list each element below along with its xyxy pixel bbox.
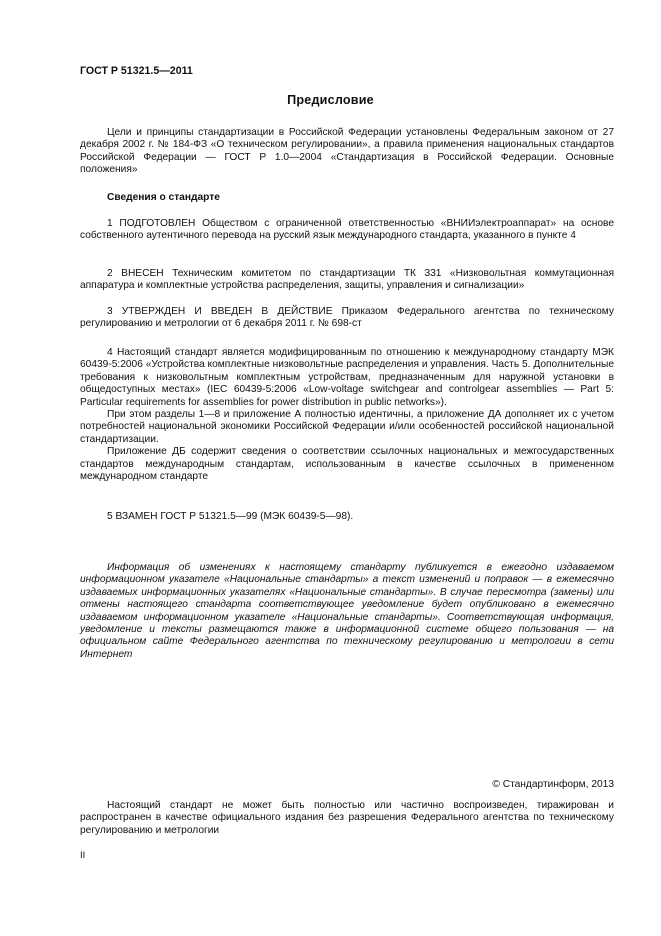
- reproduction-notice-text: Настоящий стандарт не может быть полностью или частично воспроизведен, тиражирован и распространен в качестве официального издания без разрешения Федерального агентства по техническому регулированию и метрологии: [80, 800, 614, 836]
- document-code-header: ГОСТ Р 51321.5—2011: [80, 65, 193, 77]
- information-notice: [80, 562, 614, 661]
- page-title: Предисловие: [287, 93, 374, 107]
- item-4-paragraph-3: Приложение ДБ содержит сведения о соответствии ссылочных национальных и межгосударственных стандартов международным стандартам, использованным в качестве ссылочных в примененном международном стандарте: [80, 446, 614, 483]
- section-heading: Сведения о стандарте: [107, 192, 220, 203]
- item-1-text: 1 ПОДГОТОВЛЕН Обществом с ограниченной ответственностью «ВНИИэлектроаппарат» на основе собственного аутентичного перевода на русский язык международного стандарта, указанного в пункте 4: [80, 218, 614, 242]
- reproduction-notice: [80, 800, 614, 837]
- item-5: [80, 511, 614, 523]
- information-notice-text: Информация об изменениях к настоящему стандарту публикуется в ежегодно издаваемом информационном указателе «Национальные стандарты» а текст изменений и поправок — в ежемесячно издаваемых информационных указателях «Национальные стандарты». В случае пересмотра (замены) или отмены настоящего стандарта соответствующее уведомление будет опубликовано в ежемесячно издаваемом информационном указателе «Национальные стандарты». Соответствующая информация, уведомление и тексты размещаются также в информационной системе общего пользования — на официальном сайте Федерального агентства по техническому регулированию и метрологии в сети Интернет: [80, 562, 614, 660]
- item-2: [80, 268, 614, 293]
- page-number: II: [80, 850, 86, 861]
- item-4-text: 4 Настоящий стандарт является модифицированным по отношению к международному стандарту МЭК 60439-5:2006 «Устройства комплектные низковольтные распределения и управления. Часть 5. Дополнительные требования к низковольтным комплектным устройствам, предназначенным для наружной установки в общедоступных местах» (IEC 60439-5:2006 «Low-voltage switchgear and controlgear assemblies — Part 5: Particular requirements for assemblies for power distribution in public networks»).: [80, 347, 614, 408]
- item-3-text: 3 УТВЕРЖДЕН И ВВЕДЕН В ДЕЙСТВИЕ Приказом Федерального агентства по техническому регулированию и метрологии от 6 декабря 2011 г. № 698-ст: [80, 306, 614, 330]
- copyright-line: © Стандартинформ, 2013: [492, 779, 614, 790]
- item-2-text: 2 ВНЕСЕН Техническим комитетом по стандартизации ТК 331 «Низковольтная коммутационная аппаратура и комплектные устройства распределения, защиты, управления и сигнализации»: [80, 268, 614, 292]
- item-1: [80, 218, 614, 243]
- item-3: [80, 306, 614, 331]
- intro-section: [80, 127, 614, 177]
- item-4-paragraph-2: При этом разделы 1—8 и приложение А полностью идентичны, а приложение ДА дополняет их с учетом потребностей национальной экономики Российской Федерации и/или особенностей российской национальной стандартизации.: [80, 409, 614, 445]
- item-4: [80, 347, 614, 483]
- item-5-text: 5 ВЗАМЕН ГОСТ Р 51321.5—99 (МЭК 60439-5—98).: [107, 511, 354, 522]
- intro-paragraph: Цели и принципы стандартизации в Российской Федерации установлены Федеральным законом от 27 декабря 2002 г. № 184-ФЗ «О техническом регулировании», а правила применения национальных стандартов Российской Федерации — ГОСТ Р 1.0—2004 «Стандартизация в Российской Федерации. Основные положения»: [80, 127, 614, 176]
